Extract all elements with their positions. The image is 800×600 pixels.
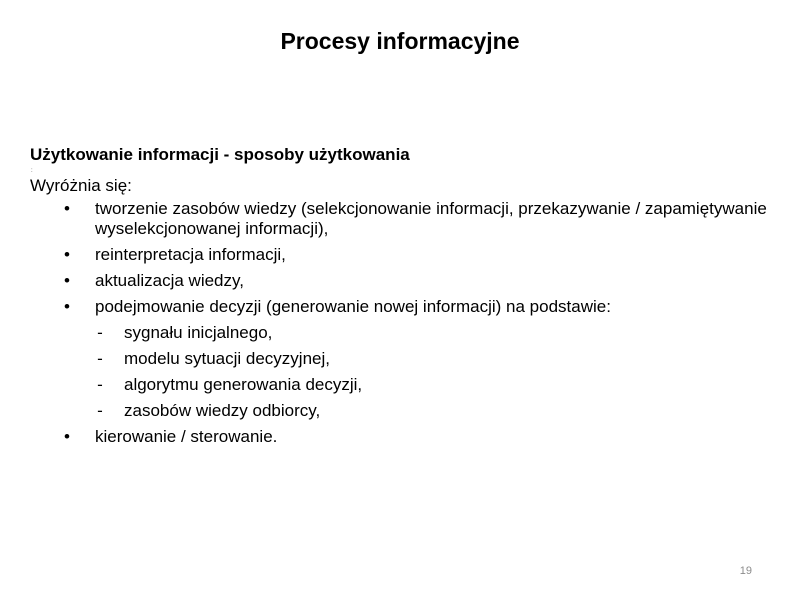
bullet-dot-icon: • — [64, 427, 70, 446]
sub-item-text: zasobów wiedzy odbiorcy, — [124, 401, 321, 420]
page-number: 19 — [739, 565, 752, 577]
intro-text: Wyróżnia się: — [30, 176, 132, 195]
sub-list-container — [30, 323, 780, 421]
sub-item-text: sygnału inicjalnego, — [124, 323, 273, 342]
bullet-text: kierowanie / sterowanie. — [95, 427, 278, 446]
dash-icon: - — [97, 401, 103, 420]
sub-item — [30, 349, 780, 369]
slide-title: Procesy informacyjne — [280, 28, 520, 54]
bullet-item — [30, 199, 780, 239]
bullet-item — [30, 271, 780, 291]
bullet-dot-icon: • — [64, 245, 70, 264]
bullet-text: aktualizacja wiedzy, — [95, 271, 244, 290]
sub-item — [30, 401, 780, 421]
bullet-text: podejmowanie decyzji (generowanie nowej informacji) na podstawie: — [95, 297, 611, 316]
bullet-dot-icon: • — [64, 199, 70, 218]
dash-icon: - — [97, 349, 103, 368]
sub-list — [30, 323, 780, 421]
bullet-text: reinterpretacja informacji, — [95, 245, 286, 264]
slide-content — [30, 143, 780, 447]
bullet-text: tworzenie zasobów wiedzy (selekcjonowanie informacji, przekazywanie / zapamiętywanie wyselekcjonowanej informacji), — [95, 199, 767, 238]
sub-item-text: algorytmu generowania decyzji, — [124, 375, 363, 394]
sub-item-text: modelu sytuacji decyzyjnej, — [124, 349, 330, 368]
section-heading: Użytkowanie informacji - sposoby użytkowania — [30, 145, 410, 164]
tiny-mark: : — [31, 168, 33, 174]
bullet-item — [30, 297, 780, 317]
dash-icon: - — [97, 323, 103, 342]
sub-item — [30, 375, 780, 395]
bullet-item — [30, 245, 780, 265]
bullet-item — [30, 427, 780, 447]
sub-item — [30, 323, 780, 343]
bullet-dot-icon: • — [64, 271, 70, 290]
bullet-list — [30, 199, 780, 447]
bullet-dot-icon: • — [64, 297, 70, 316]
dash-icon: - — [97, 375, 103, 394]
